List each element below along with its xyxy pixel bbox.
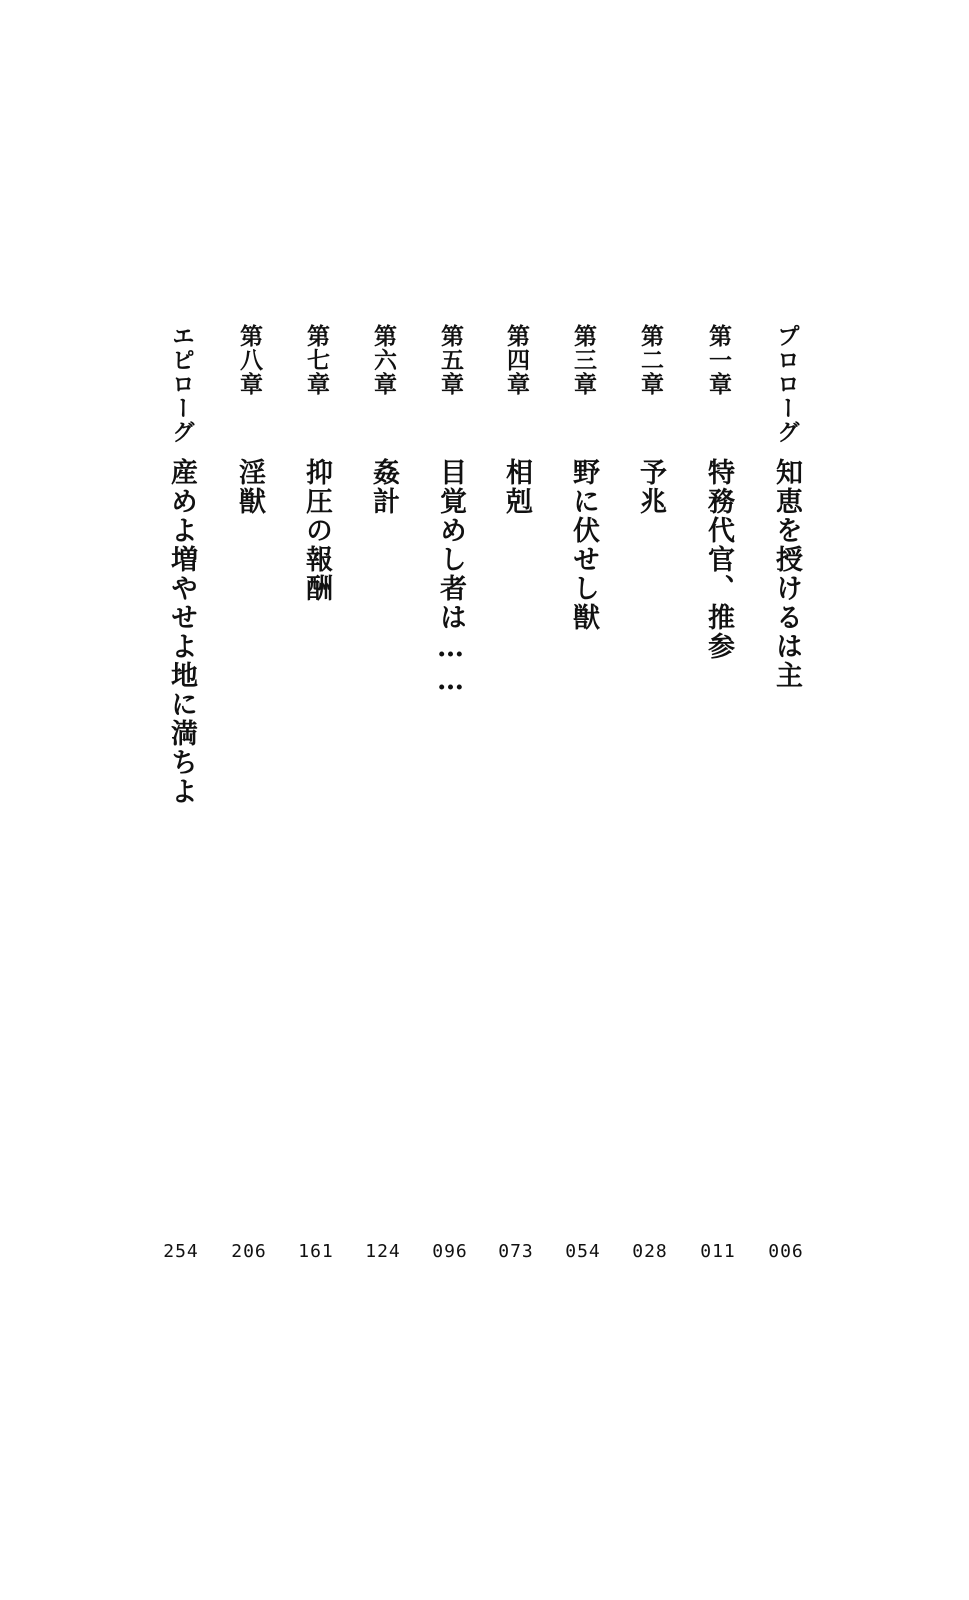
toc-entry-chapter-5[interactable]: [430, 324, 470, 1304]
entry-label: 第八章: [236, 324, 262, 396]
entry-label: プロローグ: [773, 324, 799, 444]
entry-page-number: 124: [365, 1241, 401, 1262]
entry-label: 第五章: [437, 324, 463, 396]
entry-title: 知恵を授けるは主: [771, 458, 802, 690]
entry-label: 第一章: [705, 324, 731, 396]
entry-page-number: 206: [231, 1241, 267, 1262]
entry-label: 第六章: [370, 324, 396, 396]
toc-entry-chapter-7[interactable]: [296, 324, 336, 1304]
toc-entry-chapter-2[interactable]: [630, 324, 670, 1304]
entry-title: 姦計: [368, 458, 399, 516]
entry-title: 淫獣: [234, 458, 265, 516]
entry-page-number: 006: [768, 1241, 804, 1262]
toc-entry-epilogue[interactable]: [161, 324, 201, 1304]
entry-page-number: 254: [163, 1241, 199, 1262]
entry-title: 産めよ増やせよ地に満ちよ: [166, 458, 197, 806]
entry-title: 相剋: [501, 458, 532, 516]
entry-label: 第七章: [303, 324, 329, 396]
entry-title: 抑圧の報酬: [301, 458, 332, 603]
entry-title: 特務代官、推参: [703, 458, 734, 661]
toc-entry-chapter-3[interactable]: [563, 324, 603, 1304]
toc-entry-prologue[interactable]: [766, 324, 806, 1304]
entry-page-number: 011: [700, 1241, 736, 1262]
entry-page-number: 054: [565, 1241, 601, 1262]
entry-label: エピローグ: [168, 324, 194, 444]
entry-label: 第二章: [637, 324, 663, 396]
entry-page-number: 028: [632, 1241, 668, 1262]
entry-page-number: 073: [498, 1241, 534, 1262]
entry-page-number: 096: [432, 1241, 468, 1262]
toc-entry-chapter-4[interactable]: [496, 324, 536, 1304]
entry-title: 予兆: [635, 458, 666, 516]
entry-label: 第三章: [570, 324, 596, 396]
entry-title: 目覚めし者は……: [435, 458, 466, 698]
toc-entry-chapter-8[interactable]: [229, 324, 269, 1304]
toc-entry-chapter-6[interactable]: [363, 324, 403, 1304]
toc-entry-chapter-1[interactable]: [698, 324, 738, 1304]
entry-title: 野に伏せし獣: [568, 458, 599, 632]
entry-page-number: 161: [298, 1241, 334, 1262]
entry-label: 第四章: [503, 324, 529, 396]
